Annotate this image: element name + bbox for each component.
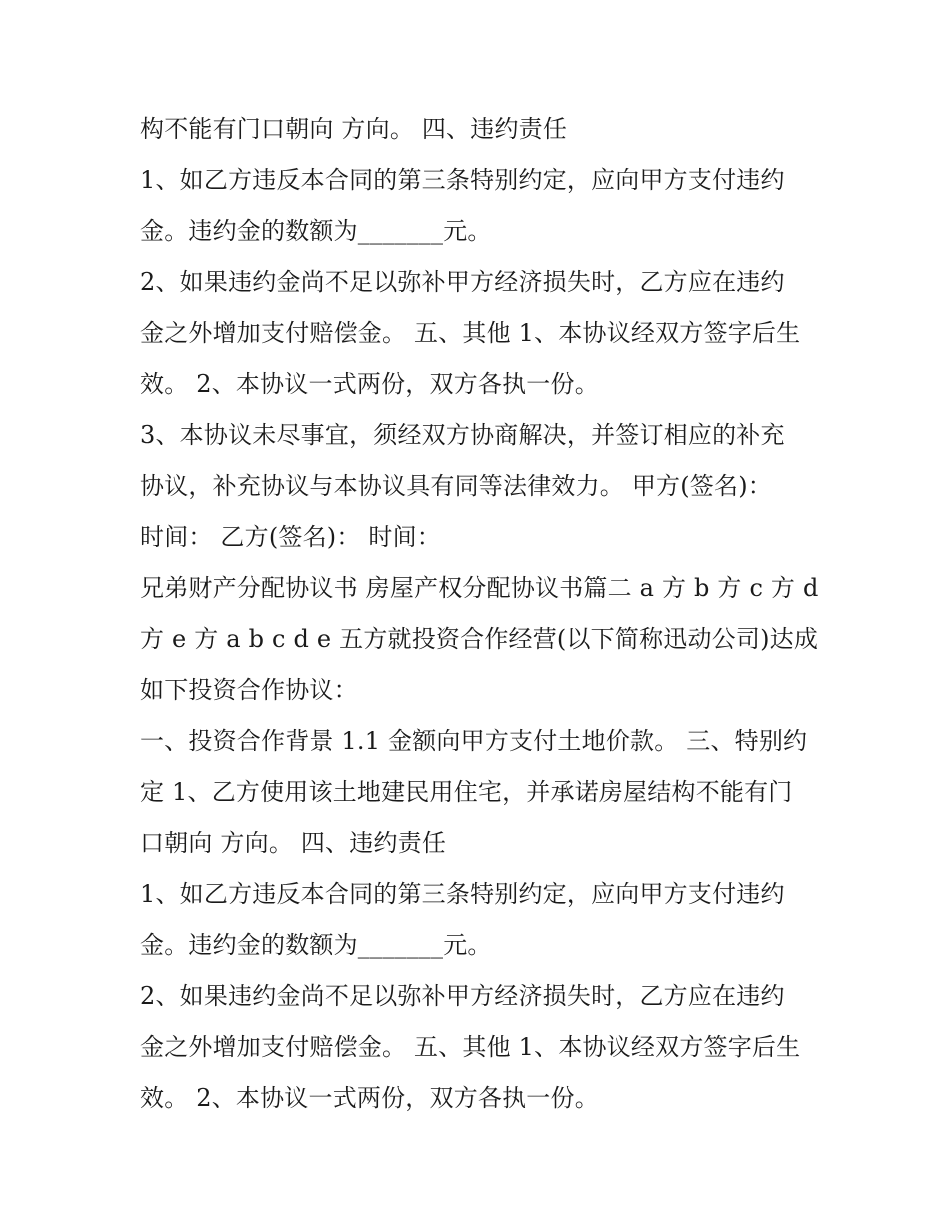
text-line-14: 定 1、乙方使用该土地建民用住宅，并承诺房屋结构不能有门 (140, 778, 793, 806)
text-line-5: 金之外增加支付赔偿金。 五、其他 1、本协议经双方签字后生 (140, 319, 801, 347)
text-line-11: 方 e 方 a b c d e 五方就投资合作经营(以下简称迅动公司)达成 (140, 625, 819, 653)
text-line-13: 一、投资合作背景 1.1 金额向甲方支付土地价款。 三、特别约 (140, 727, 808, 755)
text-line-15: 口朝向 方向。 四、违约责任 (140, 829, 447, 857)
text-line-17: 金。违约金的数额为_______元。 (140, 931, 492, 959)
text-line-7: 3、本协议未尽事宜，须经双方协商解决，并签订相应的补充 (140, 421, 785, 449)
text-line-20: 效。 2、本协议一式两份，双方各执一份。 (140, 1084, 599, 1112)
text-line-19: 金之外增加支付赔偿金。 五、其他 1、本协议经双方签字后生 (140, 1033, 801, 1061)
text-line-4: 2、如果违约金尚不足以弥补甲方经济损失时，乙方应在违约 (140, 268, 785, 296)
text-line-12: 如下投资合作协议： (140, 676, 358, 704)
text-line-8: 协议，补充协议与本协议具有同等法律效力。 甲方(签名)： (140, 472, 772, 500)
text-line-16: 1、如乙方违反本合同的第三条特别约定，应向甲方支付违约 (140, 880, 785, 908)
text-line-1: 构不能有门口朝向 方向。 四、违约责任 (140, 115, 568, 143)
text-line-6: 效。 2、本协议一式两份，双方各执一份。 (140, 370, 599, 398)
text-line-2: 1、如乙方违反本合同的第三条特别约定，应向甲方支付违约 (140, 166, 785, 194)
text-line-3: 金。违约金的数额为_______元。 (140, 217, 492, 245)
text-line-9: 时间： 乙方(签名)： 时间： (140, 523, 441, 551)
text-line-10: 兄弟财产分配协议书 房屋产权分配协议书篇二 a 方 b 方 c 方 d (140, 574, 819, 602)
text-line-18: 2、如果违约金尚不足以弥补甲方经济损失时，乙方应在违约 (140, 982, 785, 1010)
document-body (140, 104, 830, 1124)
